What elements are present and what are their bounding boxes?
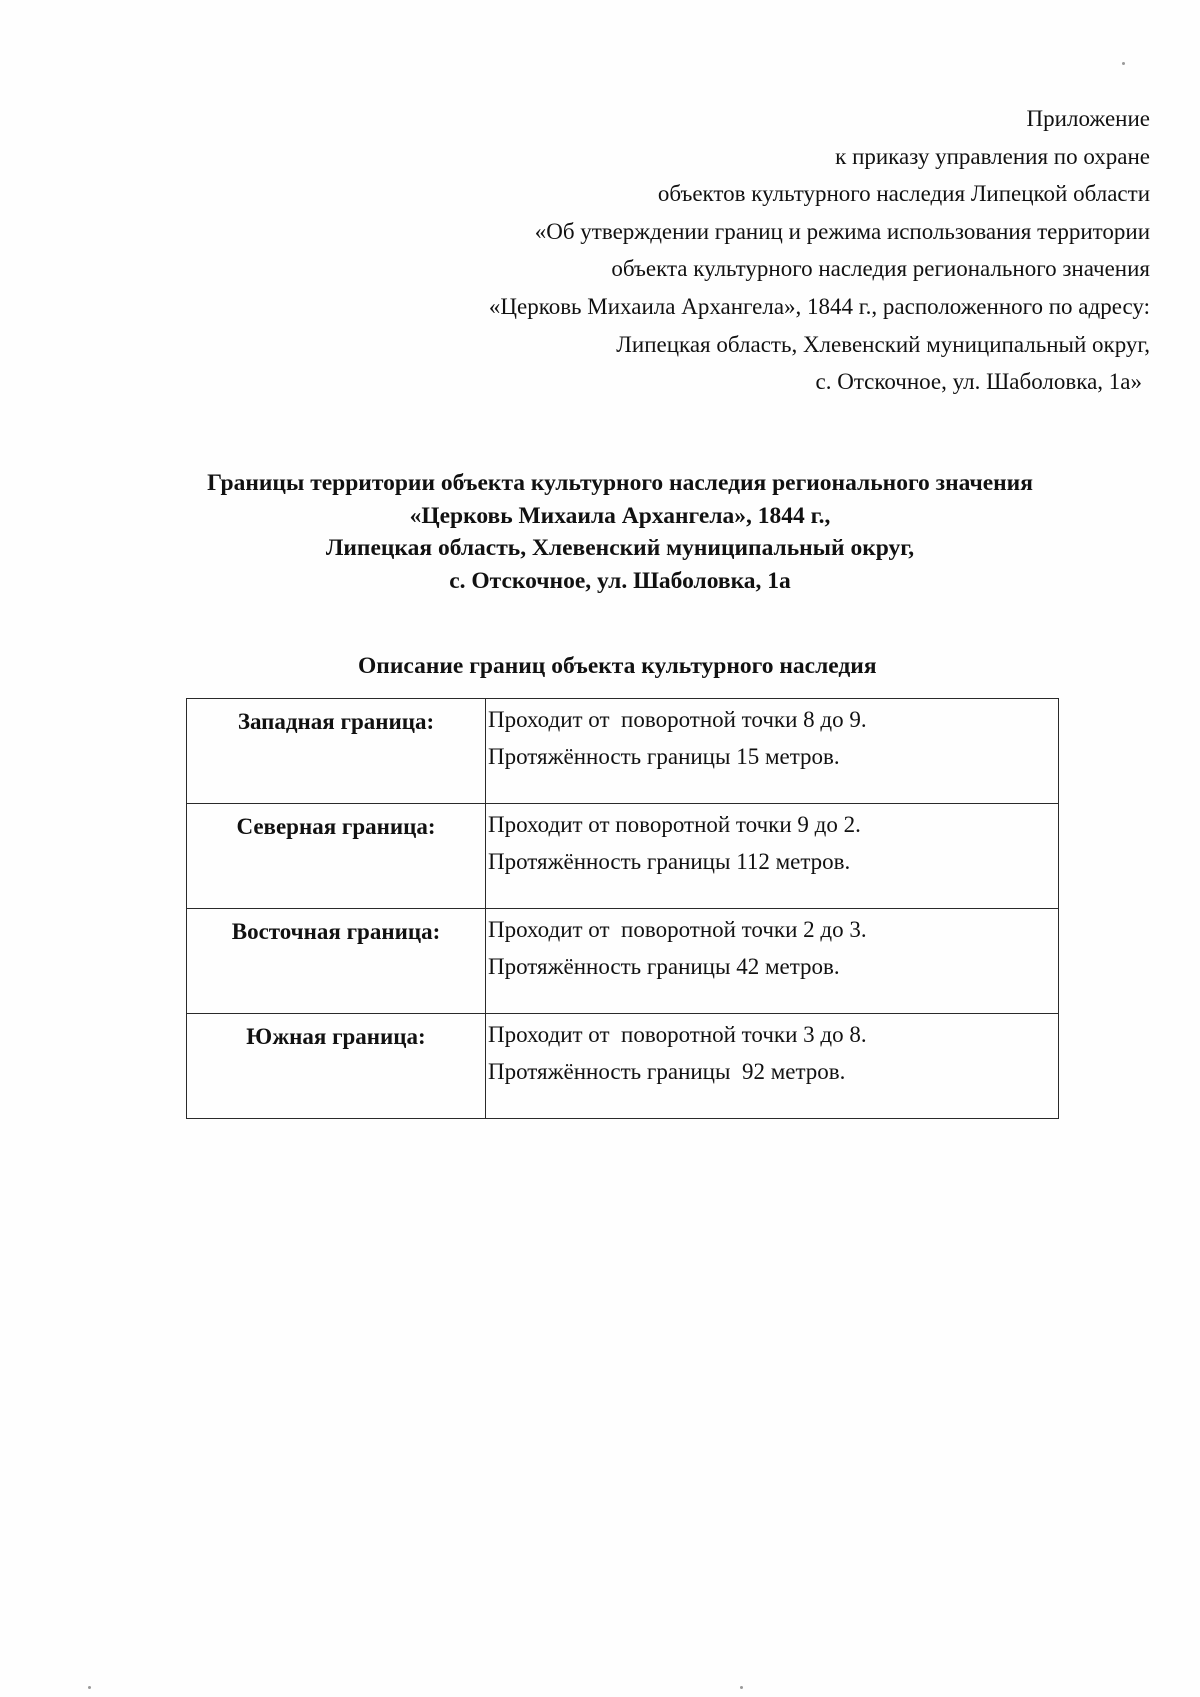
- scan-speck: [740, 1686, 743, 1689]
- border-route: Проходит от поворотной точки 3 до 8.: [488, 1022, 867, 1047]
- appendix-header: [250, 100, 1150, 401]
- document-title: [0, 467, 1200, 597]
- border-route: Проходит от поворотной точки 2 до 3.: [488, 917, 867, 942]
- border-side-label: Южная граница:: [187, 1014, 486, 1119]
- appendix-line: объектов культурного наследия Липецкой области: [657, 181, 1150, 207]
- appendix-line: «Церковь Михаила Архангела», 1844 г., расположенного по адресу:: [488, 293, 1150, 319]
- table-row: [187, 804, 1059, 909]
- table-row: [187, 909, 1059, 1014]
- borders-table: [186, 698, 1059, 1119]
- appendix-line: с. Отскочное, ул. Шаболовка, 1а»: [815, 369, 1142, 395]
- border-length: Протяжённость границы 112 метров.: [488, 849, 851, 874]
- appendix-line: «Об утверждении границ и режима использования территории: [534, 218, 1150, 244]
- title-line: Липецкая область, Хлевенский муниципальный округ,: [325, 535, 915, 561]
- scan-speck: [88, 1686, 91, 1689]
- border-route: Проходит от поворотной точки 8 до 9.: [488, 707, 867, 732]
- border-length: Протяжённость границы 15 метров.: [488, 744, 840, 769]
- title-line: с. Отскочное, ул. Шаболовка, 1а: [449, 567, 791, 594]
- title-line: Границы территории объекта культурного наследия регионального значения: [207, 470, 1033, 496]
- border-route: Проходит от поворотной точки 9 до 2.: [488, 812, 861, 837]
- appendix-line: Липецкая область, Хлевенский муниципальный округ,: [616, 331, 1150, 357]
- border-length: Протяжённость границы 42 метров.: [488, 954, 840, 979]
- section-title: Описание границ объекта культурного наследия: [358, 653, 877, 679]
- border-side-label: Западная граница:: [187, 699, 486, 804]
- border-side-label: Северная граница:: [187, 804, 486, 909]
- border-description: [486, 699, 1059, 804]
- scan-speck: [1122, 62, 1125, 65]
- border-description: [486, 909, 1059, 1014]
- table-row: [187, 1014, 1059, 1119]
- appendix-line: Приложение: [1026, 106, 1150, 131]
- table-row: [187, 699, 1059, 804]
- title-line: «Церковь Михаила Архангела», 1844 г.,: [409, 502, 831, 529]
- border-length: Протяжённость границы 92 метров.: [488, 1059, 846, 1084]
- appendix-line: к приказу управления по охране: [835, 143, 1150, 169]
- appendix-line: объекта культурного наследия регионального значения: [611, 256, 1150, 282]
- border-side-label: Восточная граница:: [187, 909, 486, 1014]
- border-description: [486, 1014, 1059, 1119]
- border-description: [486, 804, 1059, 909]
